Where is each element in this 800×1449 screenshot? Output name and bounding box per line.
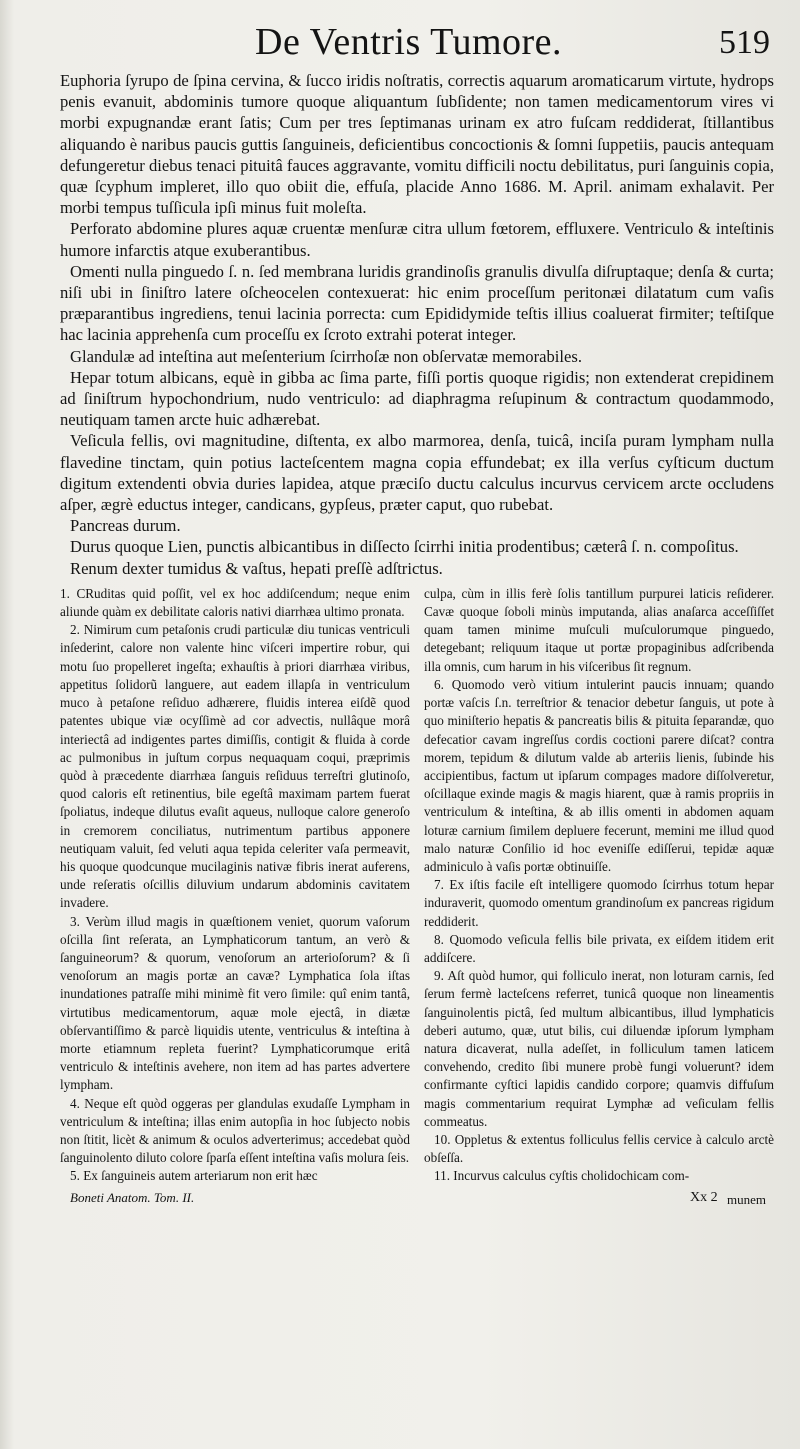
main-text bbox=[60, 70, 774, 579]
scholium: 10. Oppletus & extentus folliculus fellis cervice à calculo arctè obſeſſa. bbox=[424, 1131, 774, 1166]
running-title: De Ventris Tumore. bbox=[255, 21, 563, 63]
scholium: 11. Incurvus calculus cyſtis cholidochicam com- bbox=[434, 1168, 690, 1184]
paragraph: Omenti nulla pinguedo ſ. n. ſed membrana luridis grandinoſis granulis divulſa diſruptaque; denſa & curta; niſi ubi in ſiniſtro latere oſcheocelen contexuerat: hic enim proceſſum peritonæi dilatatum cum vaſis præparantibus ingrediens, tenui lacinia porrecta: cum Epididymide teſtis illius coaluerat firmiter; teſtiſque hac lacinia apprehenſa cum proceſſu ex ſcroto extrahi poterat integer. bbox=[60, 261, 774, 345]
scholium: 1. CRuditas quid poſſit, vel ex hoc addiſcendum; neque enim aliunde quàm ex debilitate caloris nativi diarrhæa ultimo pronata. bbox=[60, 585, 410, 620]
scholium: 4. Neque eſt quòd oggeras per glandulas exudaſſe Lympham in ventriculum & inteſtina; illas enim autopſia in hoc ſubjecto nobis non ſtitit, licèt & animum & oculos adverterimus; accedebat quòd ſanguinolento diluto colore ſparſa eſſent inteſtina vaſis molura ſeis. bbox=[60, 1095, 410, 1166]
scholium: 7. Ex iſtis facile eſt intelligere quomodo ſcirrhus totum hepar induraverit, quomodo omentum grandinoſum ex pancreas rigidum reddiderit. bbox=[424, 877, 774, 929]
scholium: 8. Quomodo veſicula fellis bile privata, ex eiſdem itidem erit addiſcere. bbox=[424, 931, 774, 965]
right-column bbox=[424, 585, 774, 1186]
scholia-columns bbox=[60, 585, 774, 1186]
scholium: 5. Ex ſanguineis autem arteriarum non erit hæc bbox=[70, 1168, 318, 1184]
scholium: 6. Quomodo verò vitium intulerint paucis innuam; quando portæ vaſcis ſ.n. terreſtrior & tenacior debetur ſanguis, ut pote à quo miniſterio hepatis & pancreatis bilis & pituita ſeparandæ, quo defecatior cavam ingreſſus cordis coctioni parere diſcat? contra morem, tepidum & dilutum valde ab arteriis lienis, ſubinde his accipientibus, factum ut ipſarum compages madore diſſolveretur, oſcillaque exinde magis & magis hiarent, quæ à ramis propriis in ventriculum & inteſtina, & ab illis omenti in abdomen aquam loturæ carnium ſimilem depluere fecerunt, memini me illud quod malo naturæ Conſilio id hoc eveniſſe ediſſerui, tepidæ aquæ adminiculo à vaſis portæ obtinuiſſe. bbox=[424, 676, 774, 874]
paragraph: Durus quoque Lien, punctis albicantibus in diſſecto ſcirrhi initia prodentibus; cæterâ ſ. n. compoſitus. bbox=[70, 537, 739, 557]
paragraph: Perforato abdomine plures aquæ cruentæ menſuræ citra ullum fœtorem, effluxere. Ventriculo & inteſtinis humore infarctis atque exuberantibus. bbox=[60, 219, 774, 260]
scholium: culpa, cùm in illis ferè ſolis tantillum purpurei laticis reſiderer. Cavæ quoque ſoboli minùs imputanda, alias anaſarca acceſſiſſet quam tamen minime muſculi muſculorumque pinguedo, detegebant; reliquum itaque ut portæ propaginibus adſcribenda illa omnis, cum harum in his viſceribus ſit regnum. bbox=[424, 585, 774, 674]
scholium: 2. Nimirum cum petaſonis crudi particulæ diu tunicas ventriculi inſederint, calore non valente hinc viſceri impertire robur, qui motu ſuo propelleret ingeſta; exhauſtis à priori diarrhæa viribus, appetitus ſolidorũ languere, aut eadem illapſa in ventriculum muco à petaſone reſiduo adhærere, fluidis interea eiſdẽ quod patentes ubique viæ ocyſſimè ad cor advectis, nullâque morâ interiectâ ad indigentes partes dimiſſis, contigit & fluida à corde ac pulmonibus in juſtum corpus nequaquam coqui, præprimis quòd à præcedente diarrhæa ſanguis reſiduus terreſtri glutinoſo, quod caloris eſt retinentius, bile egeſtâ maximam partem fuerat ſpoliatus, indeque dilutus evaſit aqueus, nulloque calore generoſo in cremorem conciliatus, nutrimentum partibus apponere neutiquam valuit, ſed veluti aqua tepida celeriter vaſa permeavit, his quoque quodcunque mucilaginis nativæ fibris inerat auferens, unde reſeratis oſcillis diluvium undarum abdominis cavitatem invadere. bbox=[60, 622, 410, 911]
paragraph: Euphoria ſyrupo de ſpina cervina, & ſucco iridis noſtratis, correctis aquarum aromaticarum virtute, hydrops penis evanuit, abdominis tumore quoque aliquantum ſubſidente; non tamen medicamentorum vires vi morbi expugnandæ erant ſatis; Cum per tres ſeptimanas urinam ex atro fuſcam reddiderat, ſtillantibus aliquando è naribus paucis guttis ſanguineis, deficientibus concoctionis & ſomni ſuppetiis, paucis antequam defungeretur diebus tenaci pituitâ fauces aggravante, vomitu difficili noctu debilitatus, puri ſanguinis copia, quæ ſcyphum impleret, illo quo obiit die, effuſa, placide Anno 1686. M. April. animam exhalavit. Per morbi tempus tuſſicula ipſi minus fuit moleſta. bbox=[60, 71, 774, 218]
signature-mark: Xx 2 bbox=[690, 1189, 718, 1205]
footer-source: Boneti Anatom. Tom. II. bbox=[70, 1189, 195, 1205]
paragraph: Veſicula fellis, ovi magnitudine, diſtenta, ex albo marmorea, denſa, tuicâ, inciſa puram lympham nulla flavedine tinctam, quin potius lacteſcentem magna copia effundebat; ex illa verſus cyſticum ductum digitum extendenti obvia duries lapidea, atque præciſo ductu calculus incurvus cervicem arcte occludens aſper, ægrè eductus integer, candicans, gypſeus, præter caput, quo rubebat. bbox=[60, 431, 774, 515]
paragraph: Renum dexter tumidus & vaſtus, hepati preſſè adſtrictus. bbox=[70, 558, 443, 578]
paragraph: Glandulæ ad inteſtina aut meſenterium ſcirrhoſæ non obſervatæ memorabiles. bbox=[70, 346, 582, 366]
scholium: 3. Verùm illud magis in quæſtionem veniet, quorum vaſorum oſcilla ſint reſerata, an Lymphaticorum tantum, an verò & ſanguineorum? & quorum, venoſorum an arterioſorum? & ſi venoſorum an magis portæ an cavæ? Lymphatica ſola iſtas inundationes patraſſe mihi minimè fit vero ſimile: quî enim tantâ, virtutibus medicamentorum, aquæ mole ejectâ, in diætæ obſervantiſſimo & parcè liquidis utente, ventriculus & inteſtina à morte etiamnum repleta fuerint? Lymphaticorumque eritâ ventriculo & inteſtinis avehere, non item ad has partes advertere lympham. bbox=[60, 913, 410, 1093]
left-column bbox=[60, 585, 410, 1186]
page-header bbox=[60, 14, 774, 70]
paragraph: Pancreas durum. bbox=[70, 516, 181, 536]
catchword: munem bbox=[727, 1191, 766, 1207]
paragraph: Hepar totum albicans, equè in gibba ac ſima parte, fiſſi portis quoque rigidis; non extenderat crepidinem ad ſiniſtrum hypochondrium, nudo ventriculo: ad diaphragma reſupinum & contractum quodammodo, neutiquam tamen arcte huic adhærebat. bbox=[60, 367, 774, 430]
page-footer bbox=[60, 1190, 774, 1220]
scholium: 9. Aſt quòd humor, qui folliculo inerat, non loturam carnis, ſed ſerum fermè lacteſcens referret, tunicâ quoque non lineamentis ſanguinolentis pictâ, ſed multum albicantibus, illud lymphaticis deberi autumo, quæ, utut bilis, cui diluendæ ipſorum lympham natura dicaverat, nulla adeſſet, in folliculum tamen laticem convehendo, credito ſibi munere probè fungi voluerunt? idem confirmante cyſtici lapidis candido corpore; quamvis diffuſum magis commentarium requirat Lymphæ ad veſiculam fellis commeatus. bbox=[424, 968, 774, 1129]
page-number: 519 bbox=[719, 24, 770, 61]
